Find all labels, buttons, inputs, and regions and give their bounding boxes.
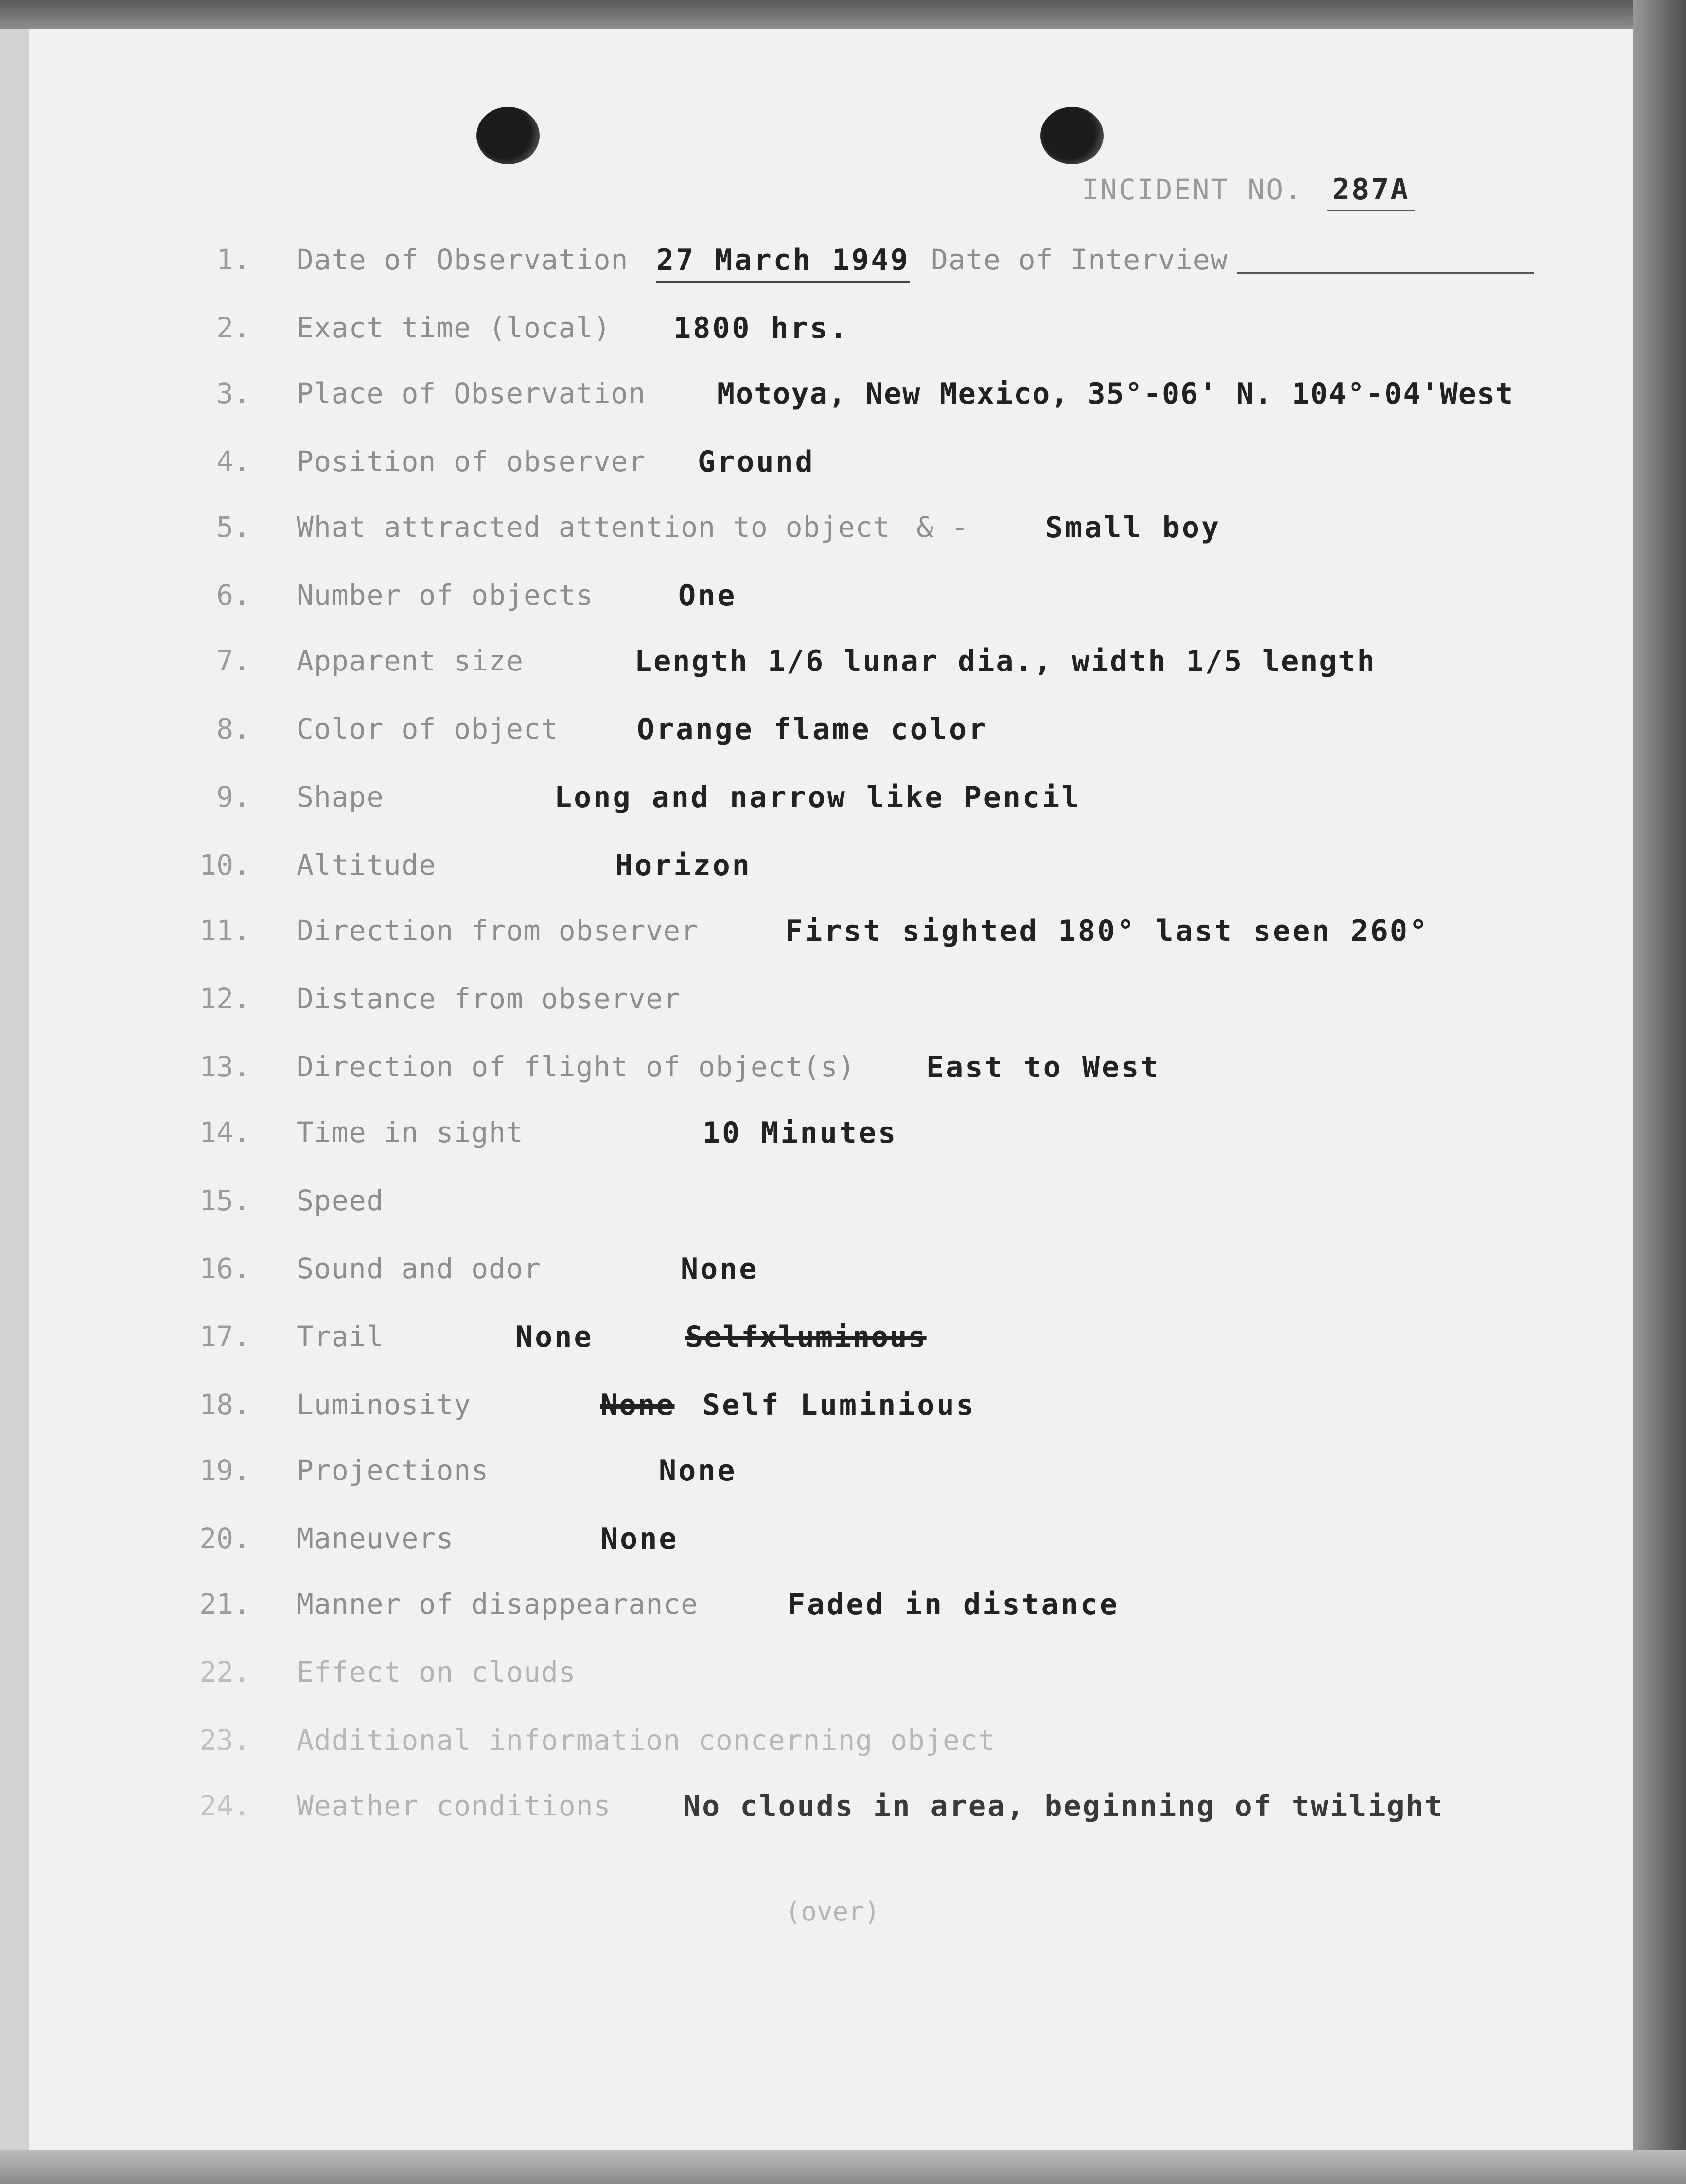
- item-value: None: [681, 1252, 759, 1286]
- item-value: 10 Minutes: [702, 1116, 898, 1150]
- item-number: 18.: [199, 1388, 250, 1421]
- punch-hole-right: [1040, 107, 1104, 164]
- item-number: 14.: [199, 1116, 250, 1149]
- scan-edge-top: [0, 0, 1686, 29]
- incident-number: 287A: [1327, 173, 1415, 211]
- item-number: 22.: [199, 1656, 250, 1689]
- struck-out-text: None: [600, 1388, 675, 1422]
- item-value: Horizon: [615, 848, 752, 882]
- over-note: (over): [785, 1896, 880, 1927]
- incident-label: INCIDENT NO.: [1082, 173, 1303, 206]
- item-value: None: [659, 1454, 737, 1488]
- item-label: Distance from observer: [297, 982, 681, 1015]
- item-label: Position of observer: [297, 445, 646, 478]
- item-label: Time in sight: [297, 1116, 524, 1149]
- item-number: 13.: [199, 1050, 250, 1083]
- item-label: Color of object: [297, 712, 559, 745]
- item-number: 15.: [199, 1184, 250, 1217]
- date-of-interview-blank: [1237, 272, 1534, 274]
- item-value: East to West: [926, 1050, 1160, 1084]
- item-label: Trail: [297, 1320, 384, 1353]
- item-label: Speed: [297, 1184, 384, 1217]
- item-value: 1800 hrs.: [673, 311, 849, 345]
- item-number: 8.: [216, 712, 250, 745]
- item-label: Maneuvers: [297, 1522, 454, 1555]
- item-value: Faded in distance: [788, 1587, 1120, 1621]
- item-label: Date of Observation: [297, 243, 629, 276]
- item-label: What attracted attention to object: [297, 511, 891, 544]
- item-label: Number of objects: [297, 579, 594, 612]
- item-number: 6.: [216, 579, 250, 612]
- item-value: Length 1/6 lunar dia., width 1/5 length: [634, 644, 1376, 678]
- item-label: Place of Observation: [297, 377, 646, 410]
- item-number: 23.: [199, 1724, 250, 1757]
- item-value: Motoya, New Mexico, 35°-06' N. 104°-04'West: [717, 377, 1514, 411]
- item-value: None: [600, 1522, 679, 1556]
- item-label: Exact time (local): [297, 311, 611, 344]
- item-number: 3.: [216, 377, 250, 410]
- item-number: 21.: [199, 1587, 250, 1620]
- item-value: Ground: [698, 445, 815, 479]
- item-number: 1.: [216, 243, 250, 276]
- incident-header: [1082, 173, 1415, 216]
- item-number: 7.: [216, 644, 250, 677]
- item-value: Self Luminious: [702, 1388, 976, 1422]
- item-label: Apparent size: [297, 644, 524, 677]
- date-of-observation-value: 27 March 1949: [656, 243, 910, 283]
- item-number: 20.: [199, 1522, 250, 1555]
- item-value: One: [678, 579, 737, 613]
- form-row-1: [0, 243, 1604, 292]
- struck-out-text: Selfxluminous: [685, 1320, 927, 1354]
- punch-hole-left: [476, 107, 540, 164]
- item-value: Small boy: [1045, 511, 1221, 545]
- item-number: 9.: [216, 780, 250, 813]
- date-of-interview-label: Date of Interview: [931, 243, 1228, 276]
- item-label: Direction from observer: [297, 914, 699, 947]
- item-number: 4.: [216, 445, 250, 478]
- item-number: 10.: [199, 848, 250, 881]
- item-number: 5.: [216, 511, 250, 544]
- item-value: No clouds in area, beginning of twilight: [683, 1789, 1444, 1823]
- item-number: 24.: [199, 1789, 250, 1822]
- scan-edge-bottom: [0, 2150, 1686, 2184]
- item-number: 12.: [199, 982, 250, 1015]
- item-number: 2.: [216, 311, 250, 344]
- item-label: Manner of disappearance: [297, 1587, 699, 1620]
- item-label: Effect on clouds: [297, 1656, 576, 1689]
- item-value: Orange flame color: [637, 712, 988, 746]
- item-number: 17.: [199, 1320, 250, 1353]
- item-number: 11.: [199, 914, 250, 947]
- item-value: None: [515, 1320, 594, 1354]
- item-label: Luminosity: [297, 1388, 472, 1421]
- item-label: Direction of flight of object(s): [297, 1050, 856, 1083]
- item-number: 16.: [199, 1252, 250, 1285]
- item-label: Altitude: [297, 848, 437, 881]
- item-value: First sighted 180° last seen 260°: [785, 914, 1429, 948]
- item-label: Projections: [297, 1454, 489, 1487]
- item-mark: & -: [916, 511, 969, 544]
- item-label: Weather conditions: [297, 1789, 611, 1822]
- document-page: [29, 29, 1633, 2150]
- item-value: Long and narrow like Pencil: [554, 780, 1081, 814]
- scan-edge-right: [1633, 0, 1686, 2184]
- item-label: Shape: [297, 780, 384, 813]
- item-label: Sound and odor: [297, 1252, 541, 1285]
- item-number: 19.: [199, 1454, 250, 1487]
- item-label: Additional information concerning object: [297, 1724, 995, 1757]
